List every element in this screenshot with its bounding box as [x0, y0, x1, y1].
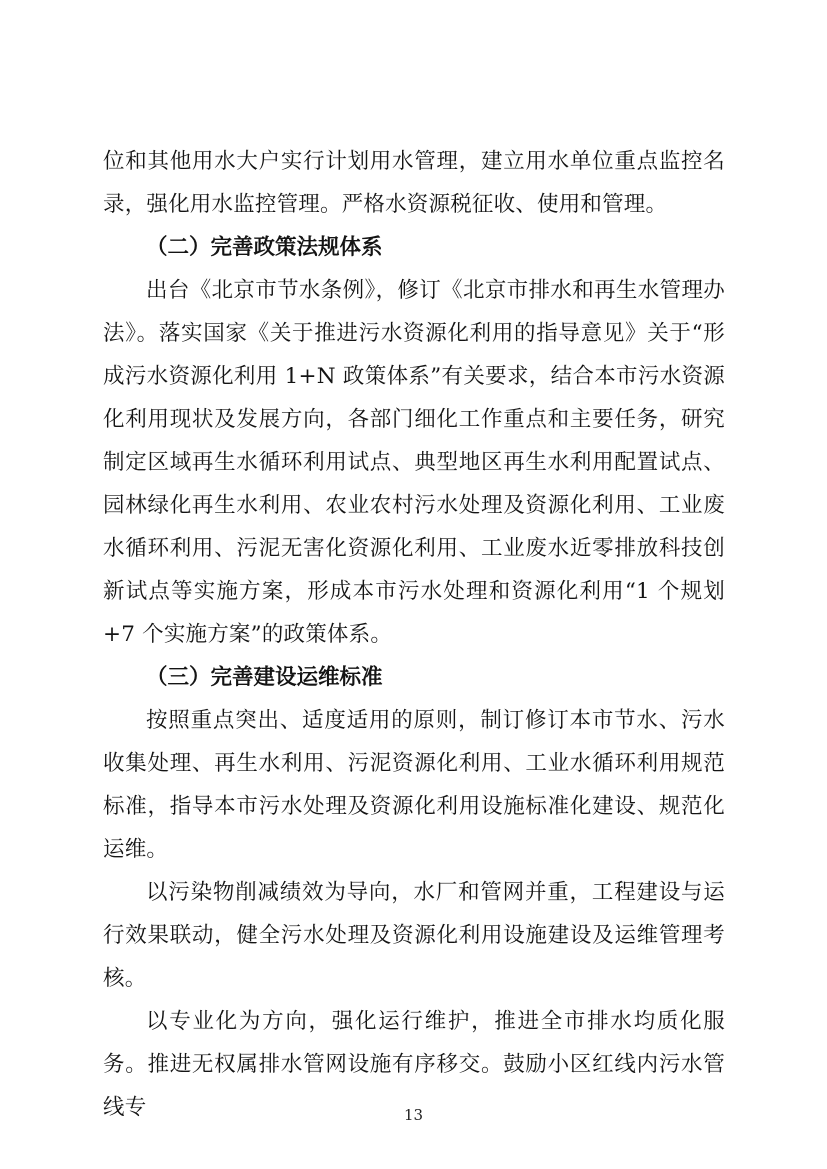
body-paragraph: 位和其他用水大户实行计划用水管理，建立用水单位重点监控名录，强化用水监控管理。严格水资源税征收、使用和管理。	[103, 149, 725, 217]
section-heading: （三）完善建设运维标准	[146, 665, 383, 690]
body-paragraph: 出台《北京市节水条例》，修订《北京市排水和再生水管理办法》。落实国家《关于推进污水资源化利用的指导意见》关于“形成污水资源化利用 1+N 政策体系”有关要求，结合本市污水资源化利用现状及发展方向，各部门细化工作重点和主要任务，研究制定区域再生水循环利用试点、典型地区再生水利用配置试点、园林绿化再生水利用、农业农村污水处理及资源化利用、工业废水循环利用、污泥无害化资源化利用、工业废水近零排放科技创新试点等实施方案，形成本市污水处理和资源化利用“1 个规划+7 个实施方案”的政策体系。	[103, 278, 725, 647]
body-paragraph: 以专业化为方向，强化运行维护，推进全市排水均质化服务。推进无权属排水管网设施有序移交。鼓励小区红线内污水管线专	[103, 1009, 725, 1120]
page-number: 13	[403, 1106, 424, 1124]
body-paragraph: 按照重点突出、适度适用的原则，制订修订本市节水、污水收集处理、再生水利用、污泥资源化利用、工业水循环利用规范标准，指导本市污水处理及资源化利用设施标准化建设、规范化运维。	[103, 708, 725, 862]
body-paragraph: 以污染物削减绩效为导向，水厂和管网并重，工程建设与运行效果联动，健全污水处理及资源化利用设施建设及运维管理考核。	[103, 880, 725, 991]
page-content	[103, 140, 725, 1129]
section-heading: （二）完善政策法规体系	[146, 235, 383, 260]
